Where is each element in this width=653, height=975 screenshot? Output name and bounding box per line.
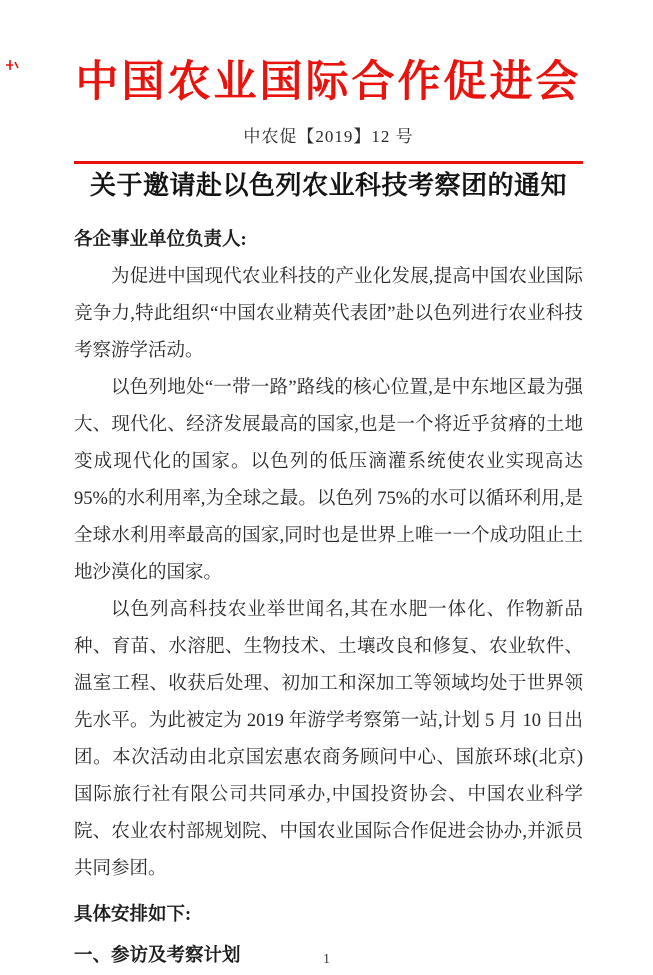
document-page [0, 56, 653, 975]
red-divider-rule [74, 161, 583, 164]
salutation-line: 各企事业单位负责人: [74, 230, 247, 250]
notice-heading: 关于邀请赴以色列农业科技考察团的通知 [89, 170, 567, 200]
corner-red-mark-icon [4, 58, 20, 70]
document-number: 中农促【2019】12 号 [243, 127, 414, 146]
body-paragraph: 以色列地处“一带一路”路线的核心位置,是中东地区最为强大、现代化、经济发展最高的国家,也是一个将近乎贫瘠的土地变成现代化的国家。以色列的低压滴灌系统使农业实现高达 95%的水利用率,为全球之最。以色列 75%的水可以循环利用,是全球水利用率最高的国家,同时也是世界上唯一一个成功阻止土地沙漠化的国家。 [74, 378, 583, 583]
document-body [74, 222, 583, 975]
letterhead-org-title: 中国农业国际合作促进会 [75, 59, 582, 106]
body-paragraph: 以色列高科技农业举世闻名,其在水肥一体化、作物新品种、育苗、水溶肥、生物技术、土壤改良和修复、农业软件、温室工程、收获后处理、初加工和深加工等领域均处于世界领先水平。为此被定为 2019 年游学考察第一站,计划 5 月 10 日出团。本次活动由北京国宏惠农商务顾问中心、国旅环球(北京)国际旅行社有限公司共同承办,中国投资协会、中国农业科学院、农业农村部规划院、中国农业国际合作促进会协办,并派员共同参团。 [74, 600, 583, 879]
page-number: 1 [323, 952, 330, 967]
section-one-title: 一、参访及考察计划 [74, 946, 241, 966]
body-paragraph: 为促进中国现代农业科技的产业化发展,提高中国农业国际竞争力,特此组织“中国农业精英代表团”赴以色列进行农业科技考察游学活动。 [74, 267, 583, 361]
section-intro-line: 具体安排如下: [74, 905, 192, 925]
document-content [0, 56, 653, 975]
